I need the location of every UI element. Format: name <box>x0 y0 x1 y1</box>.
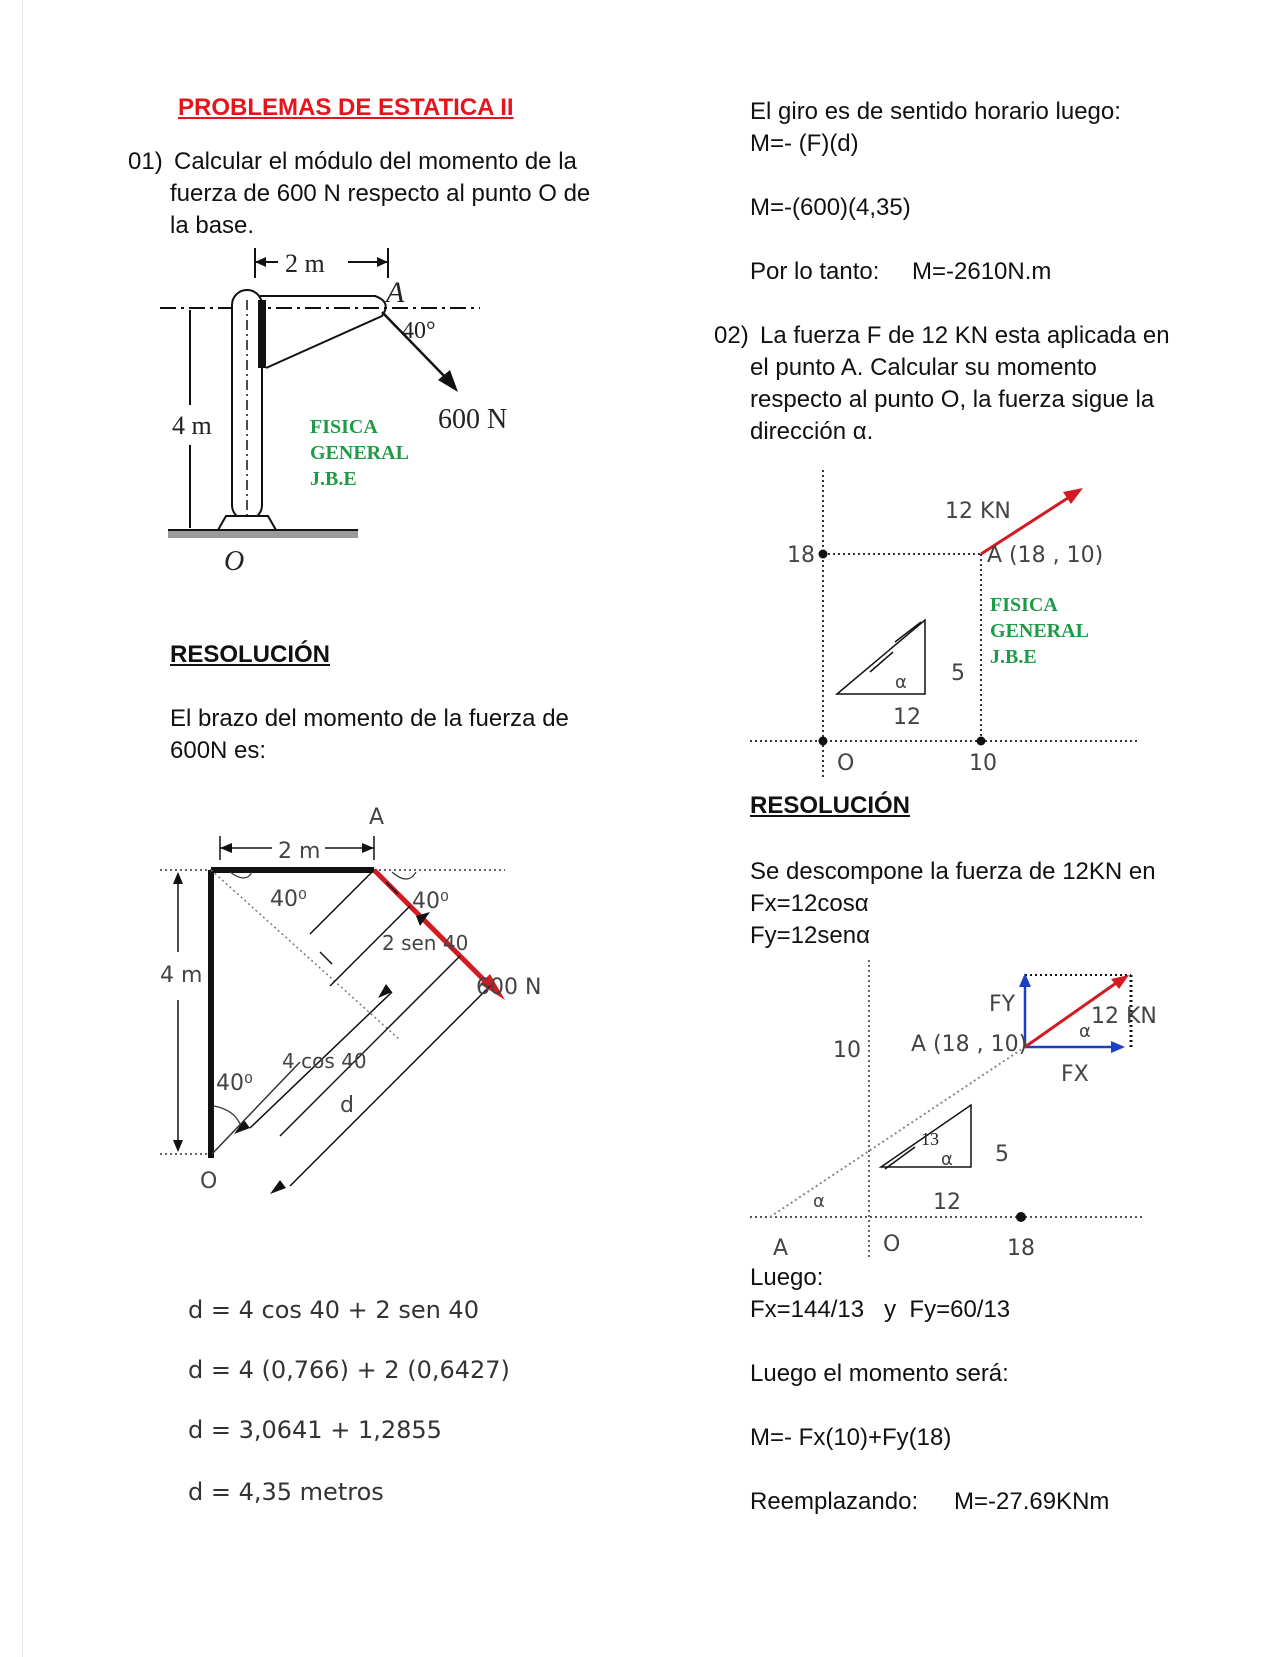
fig2-label-o: O <box>200 1169 218 1194</box>
momento-text: Luego el momento será: <box>750 1360 1009 1387</box>
fig1-dim-side: 4 m <box>172 411 212 440</box>
fig3-five: 5 <box>951 661 965 686</box>
fig1-angle: 40° <box>402 318 436 344</box>
fig3-o: O <box>837 751 855 776</box>
problem-2-line-3: respecto al punto O, la fuerza sigue la <box>750 386 1155 413</box>
problem-1-line-3: la base. <box>170 212 255 239</box>
moment-formula-3: M=- Fx(10)+Fy(18) <box>750 1424 952 1451</box>
fig2-sen: 2 sen 40 <box>382 931 469 955</box>
problem-2-line-2: el punto A. Calcular su momento <box>750 354 1097 381</box>
fig3-y18: 18 <box>787 543 815 568</box>
formula-line-2: d = 4 (0,766) + 2 (0,6427) <box>188 1356 510 1384</box>
problem-1-line-1: Calcular el módulo del momento de la <box>174 148 577 175</box>
watermark-2-line-1: FISICA <box>990 594 1058 616</box>
figure-lever-arm-diagram <box>160 800 560 1250</box>
fig4-alpha-mid: α <box>941 1149 953 1170</box>
fig2-angle-a: 40⁰ <box>270 887 307 912</box>
fig4-fx: FX <box>1061 1062 1089 1087</box>
fig2-label-a: A <box>369 805 385 830</box>
moment-formula-1: M=- (F)(d) <box>750 130 859 157</box>
fig3-ten: 10 <box>969 751 997 776</box>
resolucion-heading-2: RESOLUCIÓN <box>750 792 911 819</box>
fig1-dim-top: 2 m <box>285 249 325 278</box>
fig2-force: 600 N <box>476 975 542 1000</box>
fx-formula: Fx=12cosα <box>750 890 869 917</box>
fig3-force: 12 KN <box>945 499 1011 524</box>
fig2-angle-o: 40⁰ <box>216 1071 253 1096</box>
fig4-alpha-top: α <box>1079 1021 1091 1042</box>
fx-fy-values: Fx=144/13 y Fy=60/13 <box>750 1296 1011 1323</box>
watermark-2-line-2: GENERAL <box>990 620 1089 642</box>
result-2: M=-27.69KNm <box>954 1488 1110 1515</box>
fy-formula: Fy=12senα <box>750 922 870 949</box>
fig3-alpha: α <box>895 672 907 693</box>
fig4-alpha-low: α <box>813 1191 825 1212</box>
fig4-label-a: A <box>773 1236 789 1261</box>
fig2-cos: 4 cos 40 <box>282 1049 367 1073</box>
fig4-fy: FY <box>989 992 1016 1017</box>
brazo-line-1: El brazo del momento de la fuerza de <box>170 705 569 732</box>
page-edge <box>22 0 23 1657</box>
fig1-force-label: 600 N <box>438 404 508 435</box>
fig2-angle-b: 40⁰ <box>412 889 449 914</box>
problem-1-line-2: fuerza de 600 N respecto al punto O de <box>170 180 591 207</box>
fig4-thirteen: 13 <box>921 1129 939 1149</box>
formula-line-4: d = 4,35 metros <box>188 1478 384 1506</box>
fig3-twelve: 12 <box>893 705 921 730</box>
reemplazando-text: Reemplazando: <box>750 1488 919 1515</box>
fig4-ten: 10 <box>833 1038 861 1063</box>
figure-decomposition-diagram <box>745 955 1157 1270</box>
resolucion-heading-1: RESOLUCIÓN <box>170 641 331 668</box>
moment-formula-2: M=-(600)(4,35) <box>750 194 911 221</box>
fig2-dim-side: 4 m <box>160 963 203 988</box>
fig3-point-a: A (18 , 10) <box>987 543 1104 568</box>
watermark-1-line-3: J.B.E <box>310 468 357 490</box>
problem-2-line-4: dirección α. <box>750 418 874 445</box>
giro-text: El giro es de sentido horario luego: <box>750 98 1121 125</box>
formula-line-3: d = 3,0641 + 1,2855 <box>188 1416 442 1444</box>
page-title: PROBLEMAS DE ESTATICA II <box>178 94 514 121</box>
fig1-label-a: A <box>386 276 405 309</box>
fig4-eighteen: 18 <box>1007 1236 1035 1261</box>
watermark-2-line-3: J.B.E <box>990 646 1037 668</box>
por-lo-tanto: Por lo tanto: <box>750 258 880 285</box>
fig4-five: 5 <box>995 1142 1009 1167</box>
watermark-1-line-2: GENERAL <box>310 442 409 464</box>
fig2-dim-top: 2 m <box>278 839 321 864</box>
problem-2-line-1: La fuerza F de 12 KN esta aplicada en <box>760 322 1170 349</box>
luego-text: Luego: <box>750 1264 824 1291</box>
watermark-1-line-1: FISICA <box>310 416 378 438</box>
problem-2-number: 02) <box>714 322 749 349</box>
fig4-point-a: A (18 , 10) <box>911 1032 1028 1057</box>
formula-line-1: d = 4 cos 40 + 2 sen 40 <box>188 1296 479 1324</box>
fig2-d: d <box>340 1093 354 1118</box>
fig4-o: O <box>883 1232 901 1257</box>
result-1: M=-2610N.m <box>912 258 1052 285</box>
problem-1-number: 01) <box>128 148 163 175</box>
descompone-text: Se descompone la fuerza de 12KN en <box>750 858 1156 885</box>
brazo-line-2: 600N es: <box>170 737 267 764</box>
fig1-label-o: O <box>224 546 245 577</box>
fig4-force: 12 KN <box>1091 1004 1157 1029</box>
fig4-twelve: 12 <box>933 1190 961 1215</box>
